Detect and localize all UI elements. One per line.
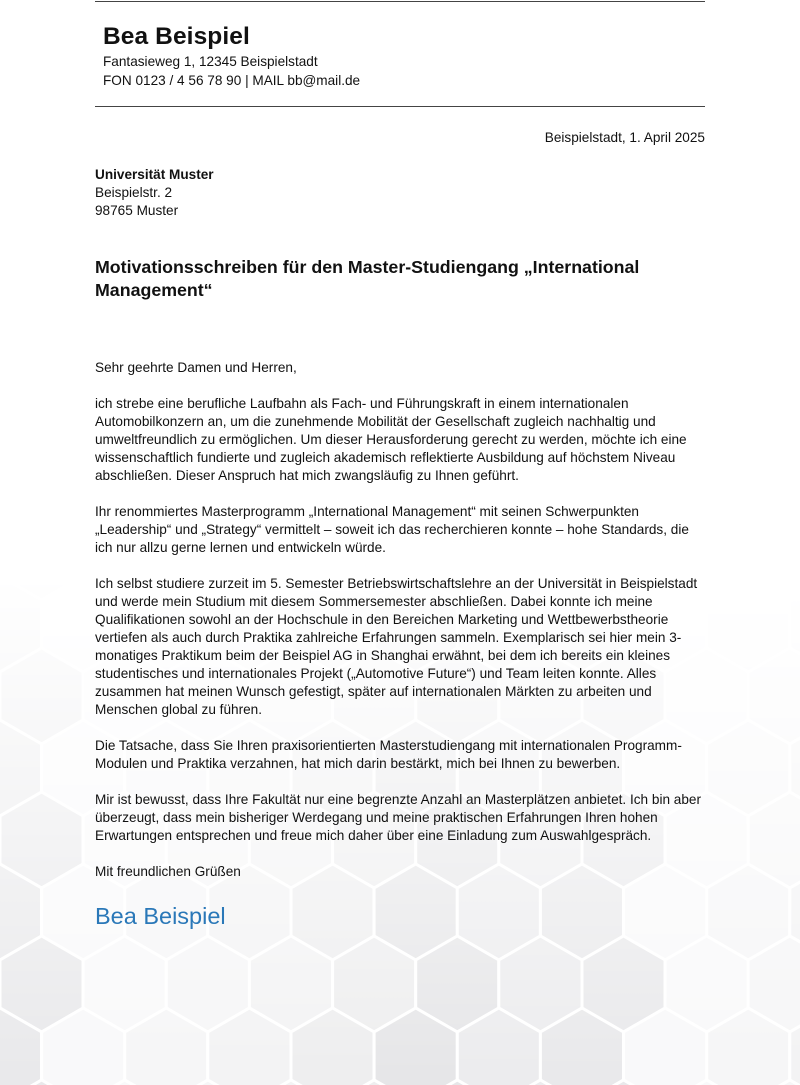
body-paragraph-2 — [95, 503, 707, 557]
paragraph-line: studentisches und internationales Projekt („Automotive Future“) und Team leiten konnte. Alles — [95, 666, 657, 681]
paragraph-line: ich nur allzu gerne lernen und entwickeln würde. — [95, 540, 386, 555]
paragraph-line: monatiges Praktikum beim der Beispiel AG in Shanghai erwähnt, bei dem ich bereits ein kleines — [95, 648, 671, 663]
paragraph-line: umweltfreundlich zu ermöglichen. Um dieser Herausforderung gerecht zu werden, möchte ich eine — [95, 432, 687, 447]
sender-name: Bea Beispiel — [103, 23, 250, 50]
closing: Mit freundlichen Grüßen — [95, 864, 241, 879]
sender-address: Fantasieweg 1, 12345 Beispielstadt — [103, 54, 318, 69]
paragraph-line: Erwartungen entsprechen und freue mich daher über eine Einladung zum Auswahlgespräch. — [95, 828, 652, 843]
paragraph-line: zusammen hat meinen Wunsch gefestigt, später auf internationalen Märkten zu arbeiten und — [95, 684, 652, 699]
body-paragraph-4 — [95, 737, 707, 773]
paragraph-line: Mir ist bewusst, dass Ihre Fakultät nur eine begrenzte Anzahl an Masterplätzen anbietet. Ich bin aber — [95, 792, 702, 807]
subject-line: Management“ — [95, 280, 213, 300]
recipient-street: Beispielstr. 2 — [95, 185, 173, 200]
sender-contact: FON 0123 / 4 56 78 90 | MAIL bb@mail.de — [103, 73, 361, 88]
signature: Bea Beispiel — [95, 903, 226, 929]
paragraph-line: Qualifikationen sowohl an der Hochschule in den Bereichen Marketing und Wettbewerbstheorie — [95, 612, 669, 627]
paragraph-line: Ich selbst studiere zurzeit im 5. Semester Betriebswirtschaftslehre an der Universität in Beispielstadt — [95, 576, 698, 591]
body-paragraph-1 — [95, 395, 707, 485]
subject-line: Motivationsschreiben für den Master-Studiengang „International — [95, 257, 640, 277]
paragraph-line: vertiefen als auch durch Praktika zahlreiche Erfahrungen sammeln. Exemplarisch sei hier mein 3- — [95, 630, 682, 645]
paragraph-line: Ihr renommiertes Masterprogramm „International Management“ mit seinen Schwerpunkten — [95, 504, 639, 519]
header-divider — [95, 106, 705, 107]
top-divider — [95, 1, 705, 2]
recipient-block — [95, 166, 214, 220]
paragraph-line: Modulen und Praktika verzahnen, hat mich darin bestärkt, mich bei Ihnen zu bewerben. — [95, 756, 621, 771]
body-paragraph-3 — [95, 575, 707, 719]
recipient-city: 98765 Muster — [95, 203, 179, 218]
paragraph-line: Die Tatsache, dass Sie Ihren praxisorientierten Masterstudiengang mit internationalen Programm- — [95, 738, 682, 753]
recipient-name: Universität Muster — [95, 167, 214, 182]
letter-subject — [95, 256, 695, 302]
paragraph-line: Menschen global zu führen. — [95, 702, 263, 717]
paragraph-line: ich strebe eine berufliche Laufbahn als Fach- und Führungskraft in einem internationalen — [95, 396, 629, 411]
salutation: Sehr geehrte Damen und Herren, — [95, 360, 297, 375]
paragraph-line: und werde mein Studium mit diesem Sommersemester abschließen. Dabei konnte ich meine — [95, 594, 653, 609]
paragraph-line: überzeugt, dass mein bisheriger Werdegang und meine praktischen Erfahrungen Ihren hohen — [95, 810, 658, 825]
paragraph-line: Automobilkonzern an, um die zunehmende Mobilität der Gesellschaft zugleich nachhaltig und — [95, 414, 656, 429]
body-paragraph-5 — [95, 791, 707, 845]
letter-date: Beispielstadt, 1. April 2025 — [544, 130, 705, 145]
paragraph-line: wissenschaftlich fundierte und zugleich akademisch reflektierte Ausbildung auf höchstem Niveau — [95, 450, 676, 465]
paragraph-line: „Leadership“ und „Strategy“ vermittelt – soweit ich das recherchieren konnte – hohe Standards, die — [95, 522, 689, 537]
letter-body — [95, 359, 707, 899]
paragraph-line: abschließen. Dieser Anspruch hat mich zwangsläufig zu Ihnen geführt. — [95, 468, 519, 483]
